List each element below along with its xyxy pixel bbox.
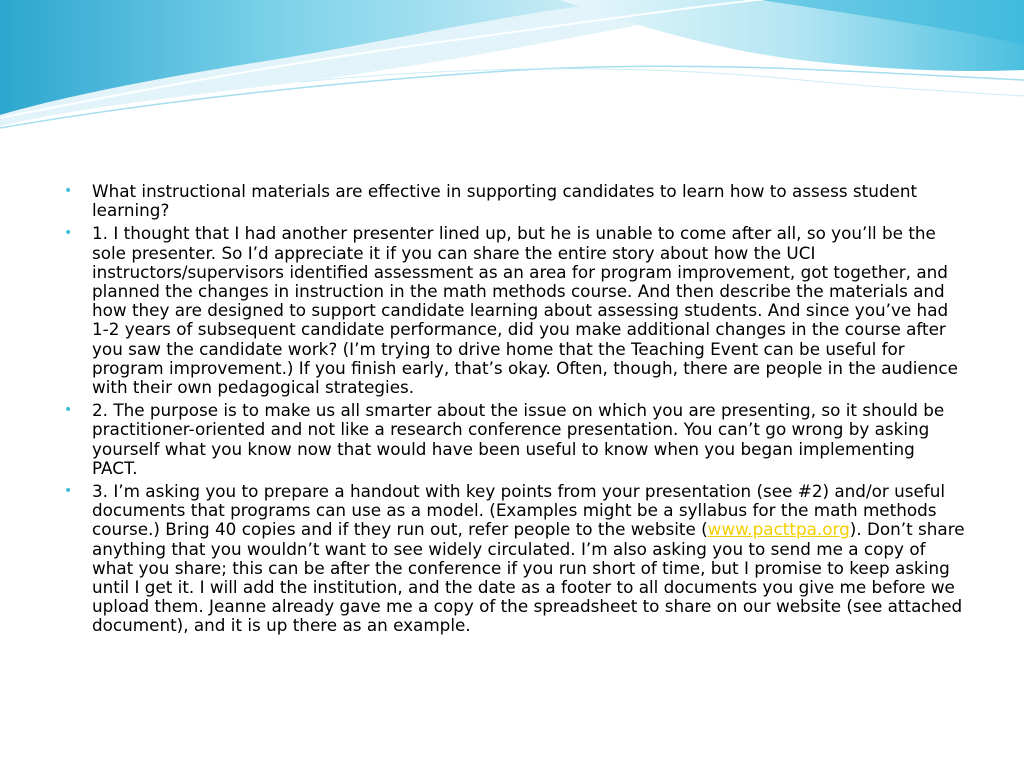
header-wave-decoration — [0, 0, 1024, 140]
bullet-text: What instructional materials are effective in supporting candidates to learn how to assess student learning? — [92, 181, 918, 221]
bullet-item-3 — [60, 482, 965, 636]
bullet-list — [60, 182, 965, 640]
bullet-text — [92, 481, 965, 635]
wave-line-3 — [300, 69, 1024, 96]
bullet-item-2 — [60, 401, 965, 478]
bullet-icon: • — [64, 225, 73, 242]
bullet-icon: • — [64, 483, 73, 500]
bullet-icon: • — [64, 183, 73, 199]
bullet-icon: • — [64, 402, 73, 419]
bullet-item-question — [60, 182, 965, 220]
bullet-text-before-link: 3. I’m asking you to prepare a handout with key points from your presentation (see #2) and/or useful documents that programs can use as a model. (Examples might be a syllabus for the math methods course.) Bring 40 copies and if they run out, refer people to the website ( — [92, 481, 946, 540]
bullet-text-after-link: ). Don’t share anything that you wouldn’t want to see widely circulated. I’m also asking you to send me a copy of what you share; this can be after the conference if you run short of time, but I promise to keep asking until I get it. I will add the institution, and the date as a footer to all documents you give me before we upload them. Jeanne already gave me a copy of the spreadsheet to share on our website (see attached document), and it is up there as an example. — [92, 519, 965, 636]
pacttpa-website-link[interactable]: www.pacttpa.org — [707, 519, 850, 540]
bullet-item-1 — [60, 224, 965, 397]
bullet-text: 1. I thought that I had another presenter lined up, but he is unable to come after all, so you’ll be the sole presenter. So I’d appreciate it if you can share the entire story about how the UCI instructors/supervisors identified assessment as an area for program improvement, got together, and planned the changes in instruction in the math methods course. And then describe the materials and how they are designed to support candidate learning about assessing students. And since you’ve had 1-2 years of subsequent candidate performance, did you make additional changes in the course after you saw the candidate work? (I’m trying to drive home that the Teaching Event can be useful for program improvement.) If you finish early, that’s okay. Often, though, there are people in the audience with their own pedagogical strategies. — [92, 223, 958, 398]
bullet-text: 2. The purpose is to make us all smarter about the issue on which you are presenting, so it should be practitioner-oriented and not like a research conference presentation. You can’t go wrong by asking yourself what you know now that would have been useful to know when you began implementing PACT. — [92, 400, 945, 478]
